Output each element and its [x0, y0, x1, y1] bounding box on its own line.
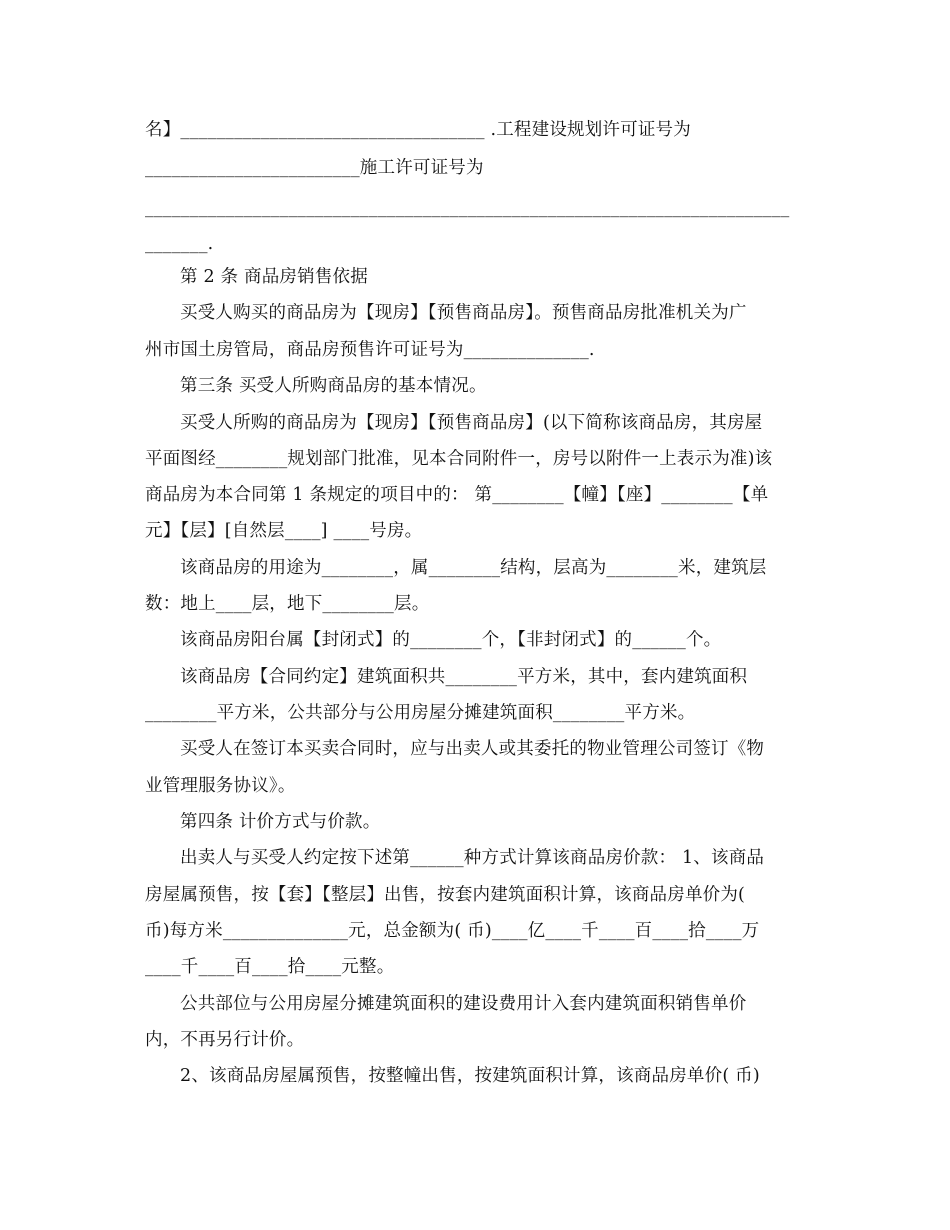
text-line: 公共部位与公用房屋分摊建筑面积的建设费用计入套内建筑面积销售单价	[180, 994, 747, 1014]
text-line: 名】__________________________________ .工程建设规划许可证号为	[145, 120, 691, 140]
text-line: 买受人所购的商品房为【现房】【预售商品房】(以下简称该商品房，其房屋	[180, 413, 763, 433]
text-line: 内，不再另行计价。	[145, 1030, 305, 1050]
text-line: 房屋属预售，按【套】【整层】出售，按套内建筑面积计算，该商品房单价为(	[145, 885, 746, 905]
text-line: 该商品房的用途为________，属________结构，层高为________米，建筑层	[180, 558, 767, 578]
text-line: 业管理服务协议》。	[145, 776, 296, 796]
text-line: _______.	[145, 234, 214, 254]
text-line: 币)每方米______________元，总金额为( 币)____亿____千____百____拾____万	[145, 921, 760, 941]
text-line: 元】【层】[自然层____] ____号房。	[145, 521, 423, 541]
text-line: 数：地上____层，地下________层。	[145, 594, 430, 614]
section-heading: 第四条 计价方式与价款。	[180, 812, 381, 832]
text-line: ____千____百____拾____元整。	[145, 957, 395, 977]
text-line: 该商品房【合同约定】建筑面积共________平方米，其中，套内建筑面积	[180, 667, 748, 687]
text-line: 出卖人与买受人约定按下述第______种方式计算该商品房价款： 1、该商品	[180, 848, 765, 868]
text-line: 买受人购买的商品房为【现房】【预售商品房】。预售商品房批准机关为广	[180, 303, 747, 323]
text-line: ________________________施工许可证号为	[145, 158, 484, 178]
text-line: 买受人在签订本买卖合同时，应与出卖人或其委托的物业管理公司签订《物	[180, 739, 765, 759]
text-line: 商品房为本合同第 1 条规定的项目中的： 第________【幢】【座】________【单	[145, 485, 769, 505]
text-line: ________________________________________________________________________	[145, 198, 790, 218]
text-line: 2、该商品房屋属预售，按整幢出售，按建筑面积计算，该商品房单价( 币)	[180, 1066, 760, 1086]
text-line: 平面图经________规划部门批准，见本合同附件一，房号以附件一上表示为准)该	[145, 449, 773, 469]
section-heading: 第 2 条 商品房销售依据	[180, 267, 368, 287]
text-line: 州市国土房管局，商品房预售许可证号为______________.	[145, 340, 595, 360]
section-heading: 第三条 买受人所购商品房的基本情况。	[180, 376, 487, 396]
text-line: 该商品房阳台属【封闭式】的________个，【非封闭式】的______个。	[180, 630, 722, 650]
text-line: ________平方米，公共部分与公用房屋分摊建筑面积________平方米。	[145, 703, 696, 723]
